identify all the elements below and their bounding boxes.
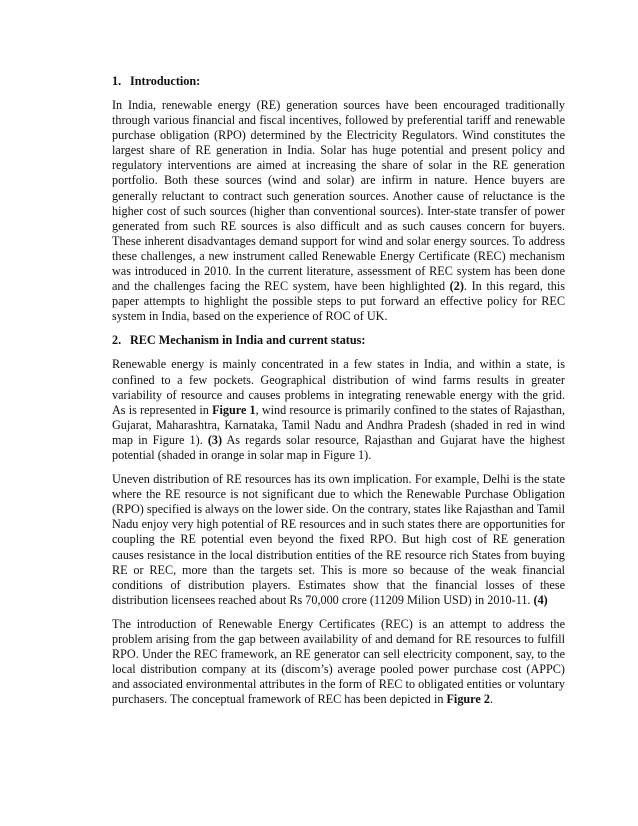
section-2-number: 2. (112, 333, 122, 348)
citation-ref: (2) (449, 279, 464, 294)
text-run: As regards solar resource, Rajasthan and Gujarat have the highest potential (shaded in orange in solar map in Figure 1). (112, 432, 565, 462)
text-run: . (489, 692, 493, 707)
section-2-paragraph-1 (112, 357, 565, 463)
section-2-paragraph-2 (112, 472, 565, 608)
section-1-heading (112, 74, 565, 89)
section-1-paragraph (112, 98, 565, 324)
section-1-title: Introduction: (130, 74, 201, 88)
text-run: The introduction of Renewable Energy Certificates (REC) is an attempt to address the problem arising from the gap between availability of and demand for RE resources to fulfill RPO. Under the REC framework, an RE generator can sell electricity component, say, to the local distribution company at its (discom’s) average pooled power purchase cost (APPC) and associated environmental attributes in the form of REC to obligated entities or voluntary purchasers. The conceptual framework of REC has been depicted in (112, 616, 565, 707)
figure-ref: Figure 1 (212, 402, 256, 417)
text-run: In India, renewable energy (RE) generation sources have been encouraged traditionally through various financial and fiscal incentives, followed by preferential tariff and renewable purchase obligation (RPO) determined by the Electricity Regulators. Wind constitutes the largest share of RE generation in India. Solar has huge potential and present policy and regulatory interventions are aimed at increasing the share of solar in the RE generation portfolio. Both these sources (wind and solar) are infirm in nature. Hence buyers are generally reluctant to contract such generation sources. Another cause of reluctance is the higher cost of such sources (higher than conventional sources). Inter-state transfer of power generated from such RE sources is also difficult and as such causes concern for buyers. These inherent disadvantages demand support for wind and solar energy sources. To address these challenges, a new instrument called Renewable Energy Certificate (REC) mechanism was introduced in 2010. In the current literature, assessment of REC system has been done and the challenges facing the REC system, have been highlighted (112, 98, 565, 294)
document-page (112, 74, 565, 716)
text-run: Renewable energy is mainly concentrated in a few states in India, and within a state, is confined to a few pockets. Geographical distribution of wind farms results in greater variability of resource and causes problems in integrating renewable energy with the grid. As is represented in (112, 357, 565, 417)
section-2-title: REC Mechanism in India and current status: (130, 333, 366, 348)
section-2-heading (112, 333, 565, 348)
citation-ref: (4) (533, 592, 548, 607)
section-1-number: 1. (112, 74, 122, 88)
figure-ref: Figure 2 (446, 692, 490, 707)
text-run: . In this regard, this paper attempts to highlight the possible steps to put forward an effective policy for REC system in India, based on the experience of ROC of UK. (112, 279, 565, 324)
text-run: , wind resource is primarily confined to the states of Rajasthan, Gujarat, Maharashtra, Karnataka, Tamil Nadu and Andhra Pradesh (shaded in red in wind map in Figure 1). (112, 402, 565, 447)
citation-ref: (3) (207, 432, 223, 447)
text-run: Uneven distribution of RE resources has its own implication. For example, Delhi is the state where the RE resource is not significant due to which the Renewable Purchase Obligation (RPO) specified is always on the lower side. On the contrary, states like Rajasthan and Tamil Nadu enjoy very high potential of RE resources and in such states there are opportunities for coupling the RE potential even beyond the fixed RPO. But high cost of RE generation causes resistance in the local distribution entities of the RE resource rich States from buying RE or REC, more than the targets set. This is more so because of the weak financial conditions of distribution players. Estimates show that the financial losses of these distribution licensees reached about Rs 70,000 crore (11209 Milion USD) in 2010-11. (112, 472, 565, 607)
section-2-paragraph-3 (112, 617, 565, 708)
